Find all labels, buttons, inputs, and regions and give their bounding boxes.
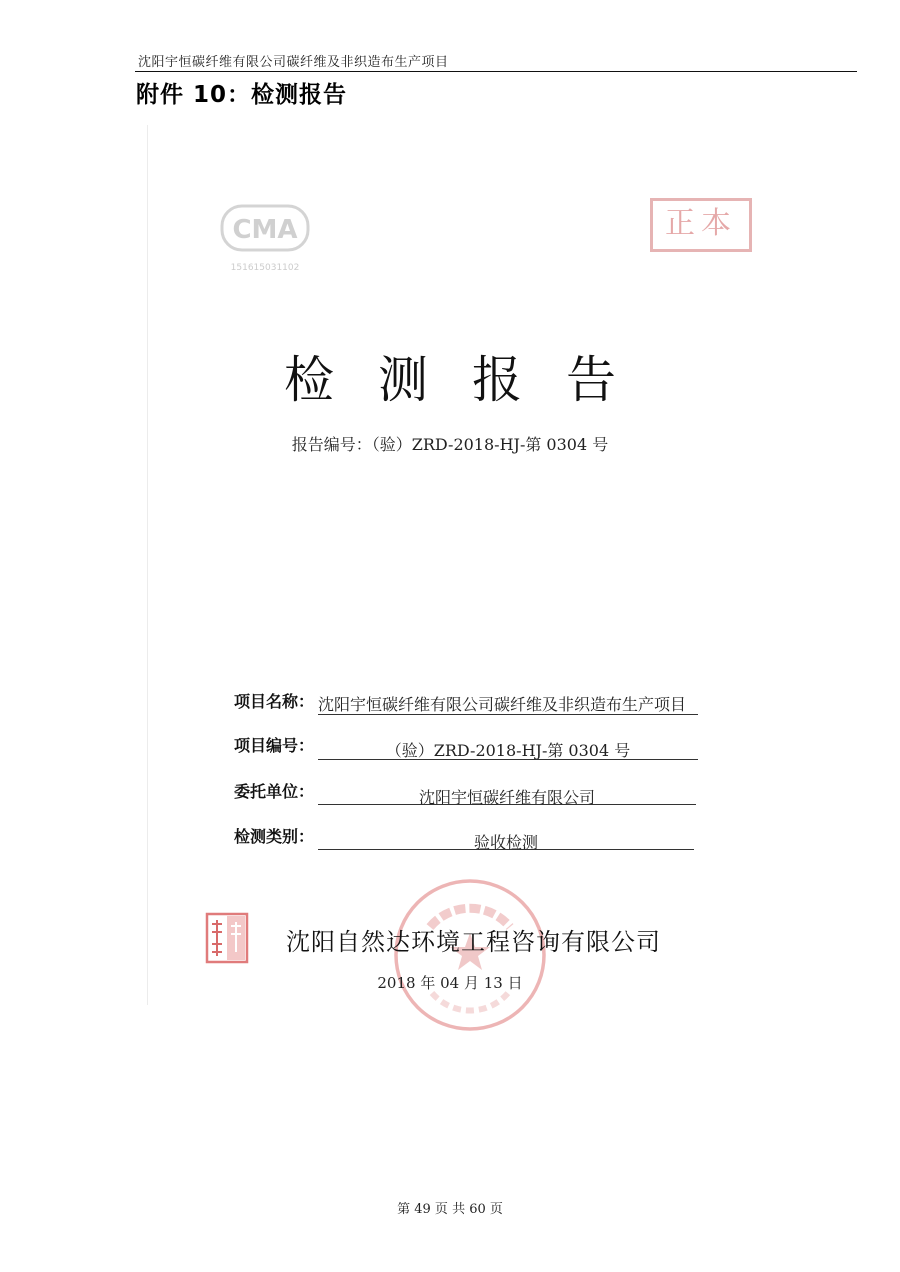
project-number-label: 项目编号： — [234, 736, 315, 755]
project-name-underline — [318, 714, 698, 715]
test-type-label: 检测类别： — [234, 827, 315, 846]
client-underline — [318, 804, 696, 805]
project-name-value: 沈阳宇恒碳纤维有限公司碳纤维及非织造布生产项目 — [318, 695, 687, 714]
issuing-company: 沈阳自然达环境工程咨询有限公司 — [286, 928, 661, 956]
page-number: 第 49 页 共 60 页 — [397, 1202, 503, 1217]
client-label: 委托单位： — [234, 782, 315, 801]
cma-logo-icon — [218, 200, 313, 278]
report-main-title: 检测报告 — [284, 351, 660, 409]
header-project-name: 沈阳宇恒碳纤维有限公司碳纤维及非织造布生产项目 — [138, 55, 449, 70]
project-number-value: （验）ZRD-2018-HJ-第 0304 号 — [385, 741, 631, 760]
seam-seal-icon — [205, 912, 249, 964]
test-type-underline — [318, 849, 694, 850]
project-name-label: 项目名称： — [234, 692, 315, 711]
client-value: 沈阳宇恒碳纤维有限公司 — [418, 788, 595, 807]
issue-date: 2018 年 04 月 13 日 — [377, 974, 523, 992]
original-copy-stamp: 正本 — [650, 198, 752, 252]
project-number-underline — [318, 759, 698, 760]
scan-edge — [147, 125, 148, 1005]
attachment-title: 附件 10：检测报告 — [136, 82, 348, 108]
test-type-value: 验收检测 — [473, 833, 538, 852]
svg-text:CMA: CMA — [232, 215, 298, 245]
report-number: 报告编号：（验）ZRD-2018-HJ-第 0304 号 — [291, 435, 609, 454]
header-divider — [135, 71, 857, 72]
svg-text:151615031102: 151615031102 — [230, 263, 300, 273]
